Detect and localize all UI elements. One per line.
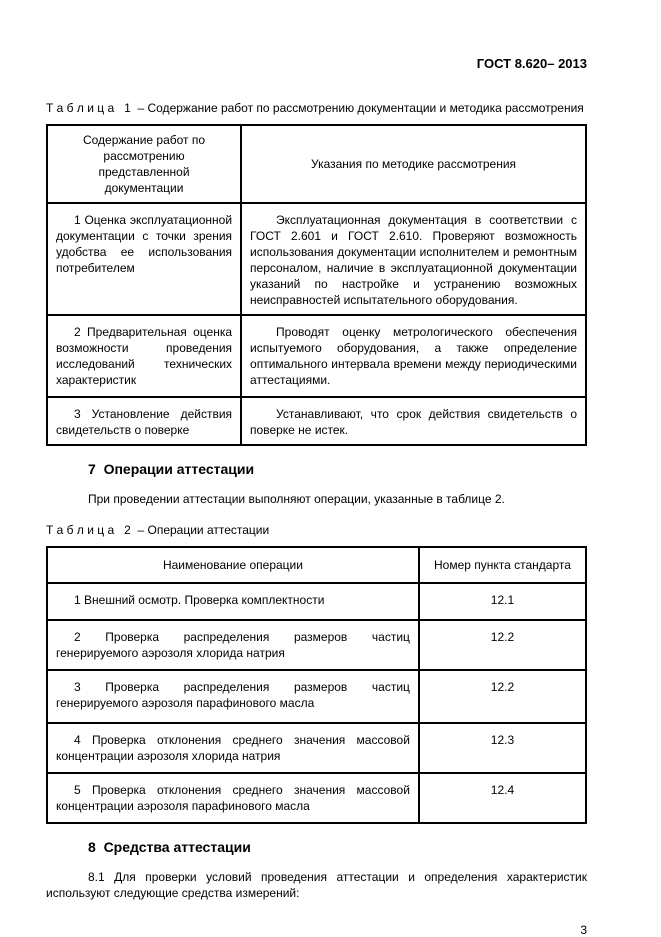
table-row <box>47 315 586 397</box>
table1-row3-method-cell: Устанавливают, что срок действия свидетельств о поверке не истек. <box>241 397 586 445</box>
page-number: 3 <box>580 923 587 937</box>
table2-row2-operation-cell: 2 Проверка распределения размеров частиц генерируемого аэрозоля хлорида натрия <box>47 620 419 670</box>
table2 <box>46 546 587 824</box>
table1-row2-method-cell: Проводят оценку метрологического обеспечения испытуемого оборудования, а также определение оптимального интервала времени между периодическими аттестациями. <box>241 315 586 397</box>
table-row <box>47 723 586 773</box>
table2-row5-clause-cell: 12.4 <box>419 773 586 823</box>
table-row <box>47 583 586 620</box>
table2-row3-operation-cell: 3 Проверка распределения размеров частиц генерируемого аэрозоля парафинового масла <box>47 670 419 723</box>
table2-caption: Т а б л и ц а 2 – Операции аттестации <box>46 523 270 537</box>
document-code: ГОСТ 8.620– 2013 <box>476 56 587 71</box>
table2-row3-clause-cell: 12.2 <box>419 670 586 723</box>
table-row <box>47 397 586 445</box>
table2-row5-operation-cell: 5 Проверка отклонения среднего значения массовой концентрации аэрозоля парафинового масла <box>47 773 419 823</box>
section8-paragraph: 8.1 Для проверки условий проведения аттестации и определения характеристик используют следующие средства измерений: <box>46 870 587 900</box>
table-row <box>47 773 586 823</box>
table1-header-row <box>47 125 586 203</box>
table2-row4-clause-cell: 12.3 <box>419 723 586 773</box>
table1-row2-work-cell: 2 Предварительная оценка возможности проведения исследований технических характеристик <box>47 315 241 397</box>
table-row <box>47 670 586 723</box>
table2-header-row <box>47 547 586 583</box>
table1-row1-work-cell: 1 Оценка эксплуатационной документации с точки зрения удобства ее использования потребителем <box>47 203 241 315</box>
section7-paragraph: При проведении аттестации выполняют операции, указанные в таблице 2. <box>88 492 505 506</box>
table1-header-method: Указания по методике рассмотрения <box>241 125 586 203</box>
table2-row2-clause-cell: 12.2 <box>419 620 586 670</box>
table2-header-clause: Номер пункта стандарта <box>419 547 586 583</box>
section8-heading: 8 Средства аттестации <box>88 839 251 855</box>
table2-row4-operation-cell: 4 Проверка отклонения среднего значения массовой концентрации аэрозоля хлорида натрия <box>47 723 419 773</box>
table1-header-work: Содержание работ по рассмотрению представленной документации <box>47 125 241 203</box>
table-row <box>47 203 586 315</box>
table1-caption: Т а б л и ц а 1 – Содержание работ по рассмотрению документации и методика рассмотрения <box>46 101 584 115</box>
table1-row1-method-cell: Эксплуатационная документация в соответствии с ГОСТ 2.601 и ГОСТ 2.610. Проверяют возможность использования документации исполнителем и ремонтным персоналом, наличие в эксплуатационной документации указаний по настройке и устранению возможных неисправностей испытательного оборудования. <box>241 203 586 315</box>
section7-heading: 7 Операции аттестации <box>88 461 255 477</box>
table-row <box>47 620 586 670</box>
table2-row1-operation-cell: 1 Внешний осмотр. Проверка комплектности <box>47 583 419 620</box>
table1 <box>46 124 587 446</box>
table1-row3-work-cell: 3 Установление действия свидетельств о поверке <box>47 397 241 445</box>
table2-header-operation: Наименование операции <box>47 547 419 583</box>
table2-row1-clause-cell: 12.1 <box>419 583 586 620</box>
